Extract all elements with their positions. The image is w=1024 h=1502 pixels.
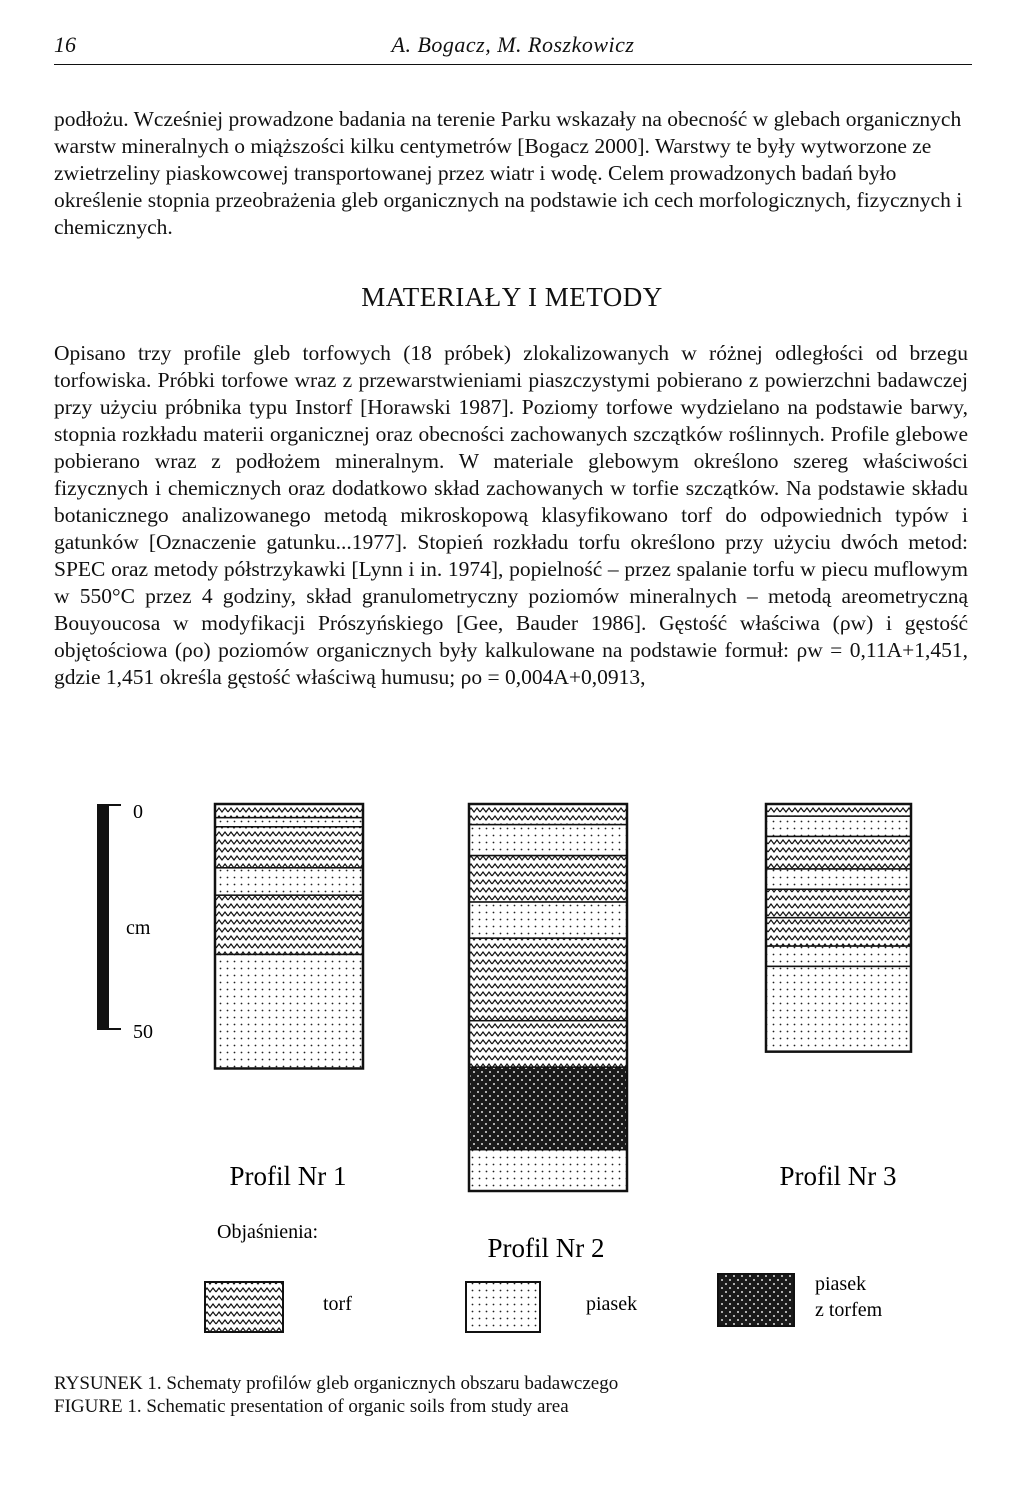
profile-1-layer-5-torf [215, 895, 363, 954]
profile-1 [215, 804, 363, 1191]
caption-polish: RYSUNEK 1. Schematy profilów gleb organicznych obszaru badawczego [54, 1373, 619, 1394]
profile-3-layer-5-torf [766, 889, 911, 917]
legend-swatch-piasek [466, 1282, 540, 1332]
profile-3-layer-3-torf [766, 836, 911, 868]
profile-2-layer-5-torf [469, 938, 627, 1021]
profile-3-label: Profil Nr 3 [779, 1161, 897, 1191]
profile-1-layer-1-torf [215, 804, 363, 818]
section-heading: MATERIAŁY I METODY [361, 282, 663, 312]
scale-bar [97, 804, 109, 1030]
profile-1-layers [215, 804, 363, 1068]
profile-1-layer-6-piasek [215, 954, 363, 1068]
profile-2-layer-7-piasek-z-torfem [469, 1067, 627, 1150]
running-head: A. Bogacz, M. Roszkowicz [391, 32, 635, 57]
page-number: 16 [54, 32, 76, 57]
profile-1-layer-4-piasek [215, 868, 363, 895]
legend-label-torf: torf [323, 1293, 352, 1315]
depth-scale [97, 801, 153, 1043]
profile-3-layers [766, 804, 911, 1052]
soil-profiles-figure [0, 790, 1024, 1360]
profile-2-layer-1-torf [469, 804, 627, 825]
profile-3-layer-7-piasek [766, 946, 911, 966]
legend-title: Objaśnienia: [217, 1221, 319, 1243]
scale-label-bottom: 50 [133, 1021, 153, 1043]
profile-1-layer-3-torf [215, 827, 363, 868]
profile-2-layer-6-torf [469, 1021, 627, 1067]
figure-caption [54, 1372, 618, 1418]
profile-1-label: Profil Nr 1 [229, 1161, 347, 1191]
profile-3-layer-1-torf [766, 804, 911, 816]
profile-2-label: Profil Nr 2 [487, 1233, 605, 1263]
profile-2-layer-2-piasek [469, 825, 627, 856]
caption-english: FIGURE 1. Schematic presentation of organic soils from study area [54, 1396, 569, 1417]
page-header [54, 28, 972, 65]
legend-swatch-torf [205, 1282, 283, 1332]
profile-2-layer-4-piasek [469, 902, 627, 938]
intro-paragraph: podłożu. Wcześniej prowadzone badania na terenie Parku wskazały na obecność w glebach organicznych warstw mineralnych o miąższości kilku centymetrów [Bogacz 2000]. Warstwy te były wytworzone ze zwietrzeliny piaskowcowej transportowanej przez wiatr i wodę. Celem prowadzonych badań było określenie stopnia przeobrażenia gleb organicznych na podstawie ich cech morfologicznych, fizycznych i chemicznych. [54, 107, 963, 239]
profile-2 [469, 804, 627, 1263]
legend-label-piasek: piasek [586, 1293, 638, 1315]
scale-label-unit: cm [126, 917, 151, 939]
profile-2-layers [469, 804, 627, 1191]
profile-3-layer-2-piasek [766, 816, 911, 836]
legend-label-piasek-z-torfem-2: z torfem [815, 1299, 883, 1321]
profile-2-layer-3-torf [469, 856, 627, 902]
profile-3-layer-6-torf [766, 918, 911, 946]
profile-3-layer-8-piasek [766, 966, 911, 1051]
profile-2-layer-8-piasek [469, 1150, 627, 1191]
profile-1-layer-2-piasek [215, 818, 363, 827]
profile-3-layer-4-piasek [766, 869, 911, 889]
legend-swatch-piasek-z-torfem [718, 1274, 794, 1326]
profile-3 [766, 804, 911, 1191]
legend-label-piasek-z-torfem-1: piasek [815, 1273, 867, 1295]
methods-paragraph: Opisano trzy profile gleb torfowych (18 próbek) zlokalizowanych w różnej odległości od brzegu torfowiska. Próbki torfowe wraz z przewarstwieniami piaszczystymi pobierano z powierzchni badawczej przy użyciu próbnika typu Instorf [Horawski 1987]. Poziomy torfowe wydzielano na podstawie barwy, stopnia rozkładu materii organicznej oraz obecności zachowanych szczątków roślinnych. Profile glebowe pobierano wraz z podłożem mineralnym. W materiale glebowym określono szereg właściwości fizycznych i chemicznych oraz dodatkowo skład zachowanych w torfie szczątków. Na podstawie składu botanicznego analizowanego metodą mikroskopową klasyfikowano torf do odpowiednich typów i gatunków [Oznaczenie gatunku...1977]. Stopień rozkładu torfu określono przy użyciu dwóch metod: SPEC oraz metody półstrzykawki [Lynn i in. 1974], popielność – przez spalanie torfu w piecu muflowym w 550°C przez 4 godziny, skład granulometryczny poziomów mineralnych – metodą areometryczną Bouyoucosa w modyfikacji Prószyńskiego [Gee, Bauder 1986]. Gęstość właściwa (ρw) i gęstość objętościowa (ρo) poziomów organicznych były kalkulowane na podstawie formuł: ρw = 0,11A+1,451, gdzie 1,451 określa gęstość właściwą humusu; ρo = 0,004A+0,0913, [54, 341, 968, 689]
scale-label-top: 0 [133, 801, 143, 823]
